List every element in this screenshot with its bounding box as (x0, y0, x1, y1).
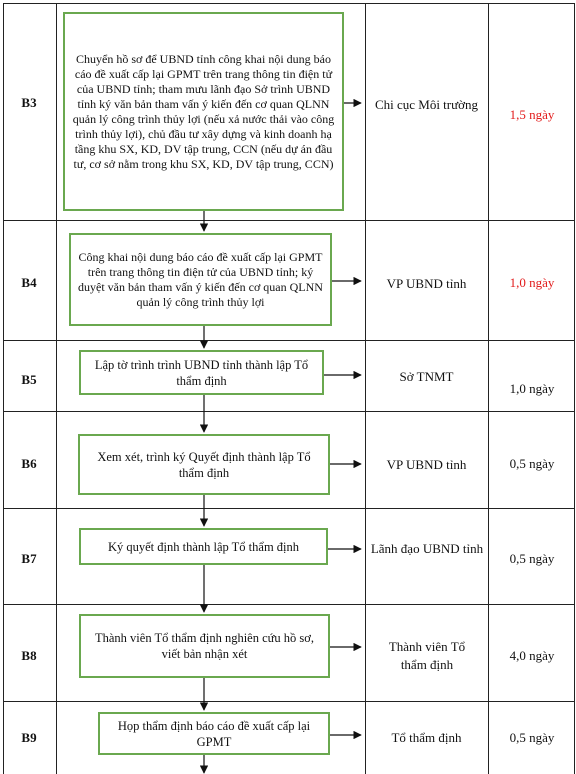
processing-time: 1,0 ngày (509, 381, 555, 396)
responsible-unit: VP UBND tỉnh (386, 457, 467, 472)
processing-time: 4,0 ngày (509, 648, 555, 663)
action-text: Ký quyết định thành lập Tổ thẩm định (107, 539, 300, 554)
step-code: B8 (21, 648, 37, 663)
action-box (63, 12, 344, 211)
step-code: B9 (21, 730, 37, 745)
action-box (79, 528, 328, 565)
step-code: B5 (21, 372, 37, 387)
action-box (79, 614, 330, 678)
action-text: Thành viên Tổ thẩm định nghiên cứu hồ sơ, viết bản nhận xét (94, 631, 315, 661)
responsible-unit: VP UBND tỉnh (386, 276, 467, 291)
processing-time: 0,5 ngày (509, 551, 555, 566)
processing-time: 0,5 ngày (509, 730, 555, 745)
responsible-unit: Chi cục Môi trường (374, 97, 479, 112)
action-text: Lập tờ trình trình UBND tỉnh thành lập Tổ thẩm định (94, 357, 309, 388)
responsible-unit: Lãnh đạo UBND tỉnh (370, 541, 484, 556)
step-code: B7 (21, 551, 37, 566)
action-text: Họp thẩm định báo cáo đề xuất cấp lại GPMT (117, 718, 311, 749)
responsible-unit: Sở TNMT (399, 369, 454, 384)
action-text: Xem xét, trình ký Quyết định thành lập Tổ thẩm định (97, 449, 311, 480)
action-text: Công khai nội dung báo cáo đề xuất cấp lại GPMT trên trang thông tin điện tử của UBND tỉnh; ký duyệt văn bản tham vấn ý kiến đến cơ quan QLNN quản lý công trình thủy lợi (78, 249, 323, 309)
step-code: B4 (21, 275, 37, 290)
step-code: B6 (21, 456, 37, 471)
responsible-unit: Tổ thẩm định (391, 730, 462, 745)
action-box (69, 233, 332, 326)
responsible-unit: Thành viên Tổ thẩm định (388, 639, 466, 672)
processing-time: 0,5 ngày (509, 456, 555, 471)
action-box (78, 434, 330, 495)
action-box (98, 712, 330, 755)
action-box (79, 350, 324, 395)
processing-time: 1,5 ngày (509, 107, 555, 122)
action-text: Chuyển hồ sơ để UBND tỉnh công khai nội dung báo cáo đề xuất cấp lại GPMT trên trang thông tin điện tử của UBND tỉnh; tham mưu lãnh đạo Sở trình UBND tỉnh ký văn bản tham vấn ý kiến đến cơ quan QLNN quản lý công trình thủy lợi (nếu xả nước thải vào công trình thủy lợi), chủ đầu tư xây dựng và kinh doanh hạ tầng khu SX, KD, DV tập trung, CCN (nếu dự án đầu tư, cơ sở nằm trong khu SX, KD, DV tập trung, CCN) (72, 51, 335, 171)
step-code: B3 (21, 95, 37, 110)
processing-time: 1,0 ngày (509, 275, 555, 290)
